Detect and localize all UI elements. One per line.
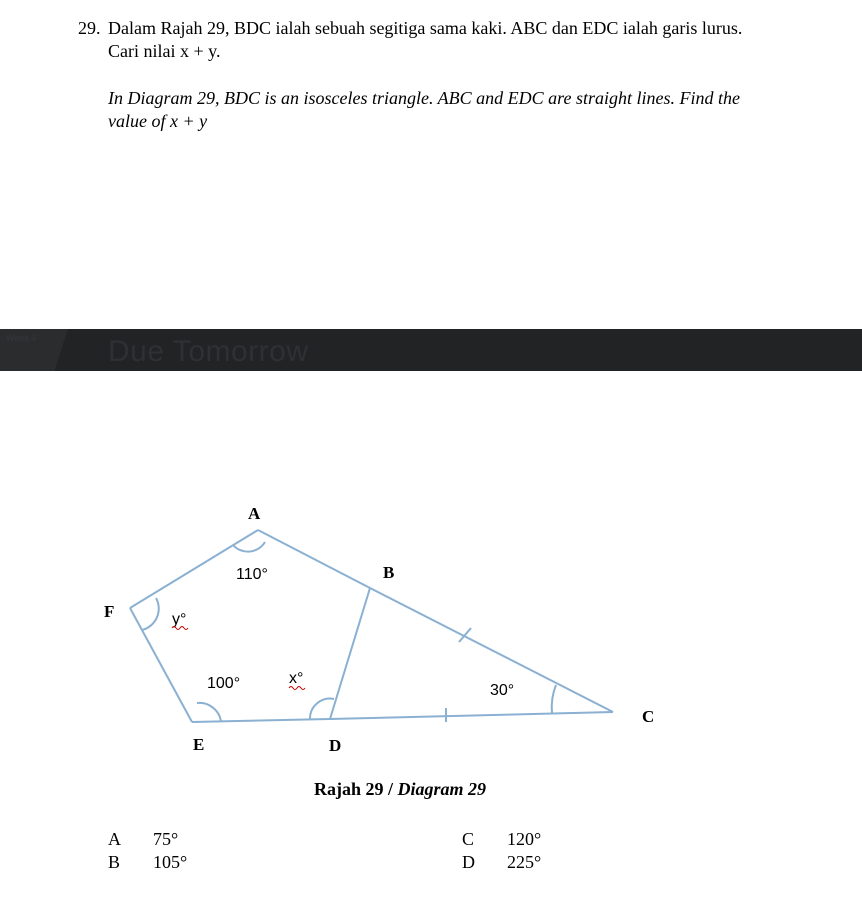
option-d-letter: D xyxy=(462,852,475,872)
edge-BD xyxy=(330,588,370,719)
option-a-letter: A xyxy=(108,829,121,849)
label-A: A xyxy=(248,504,261,523)
edge-AB xyxy=(258,530,370,588)
banner-tab-text: Week 4 xyxy=(6,333,37,343)
caption-malay: Rajah 29 / xyxy=(313,779,398,799)
label-F: F xyxy=(104,602,115,621)
option-d-value: 225° xyxy=(507,852,542,872)
angle-A-label: 110° xyxy=(236,566,268,583)
angle-E-label: 100° xyxy=(207,675,241,692)
question-malay-line1: Dalam Rajah 29, BDC ialah sebuah segitiga sama kaki. ABC dan EDC ialah garis lurus. xyxy=(108,18,743,38)
label-E: E xyxy=(193,735,205,754)
option-a[interactable] xyxy=(108,829,178,850)
option-c[interactable] xyxy=(462,829,541,850)
edge-DC xyxy=(330,712,613,719)
angle-x-label: x° xyxy=(289,670,304,687)
option-b-letter: B xyxy=(108,852,121,872)
option-b[interactable] xyxy=(108,852,187,873)
arc-F xyxy=(142,598,159,630)
banner-due-text: Due Tomorrow xyxy=(108,335,309,368)
question-english-line2: value of x + y xyxy=(108,111,208,131)
edge-ED xyxy=(192,719,330,722)
label-C: C xyxy=(642,707,655,726)
question-number: 29. xyxy=(78,18,101,38)
question-malay-line2: Cari nilai x + y. xyxy=(108,41,221,61)
caption-english: Diagram 29 xyxy=(397,779,487,799)
option-d[interactable] xyxy=(462,852,541,873)
option-b-value: 105° xyxy=(153,852,188,872)
question-english-line1: In Diagram 29, BDC is an isosceles triangle. ABC and EDC are straight lines. Find the xyxy=(108,88,740,108)
angle-C-label: 30° xyxy=(490,682,515,699)
arc-C xyxy=(552,685,556,713)
arc-E xyxy=(197,703,221,721)
diagram-caption xyxy=(0,779,800,800)
option-c-letter: C xyxy=(462,829,475,849)
option-a-value: 75° xyxy=(153,829,179,849)
angle-y-label: y° xyxy=(172,611,187,628)
label-B: B xyxy=(383,563,395,582)
option-c-value: 120° xyxy=(507,829,542,849)
label-D: D xyxy=(329,736,342,755)
